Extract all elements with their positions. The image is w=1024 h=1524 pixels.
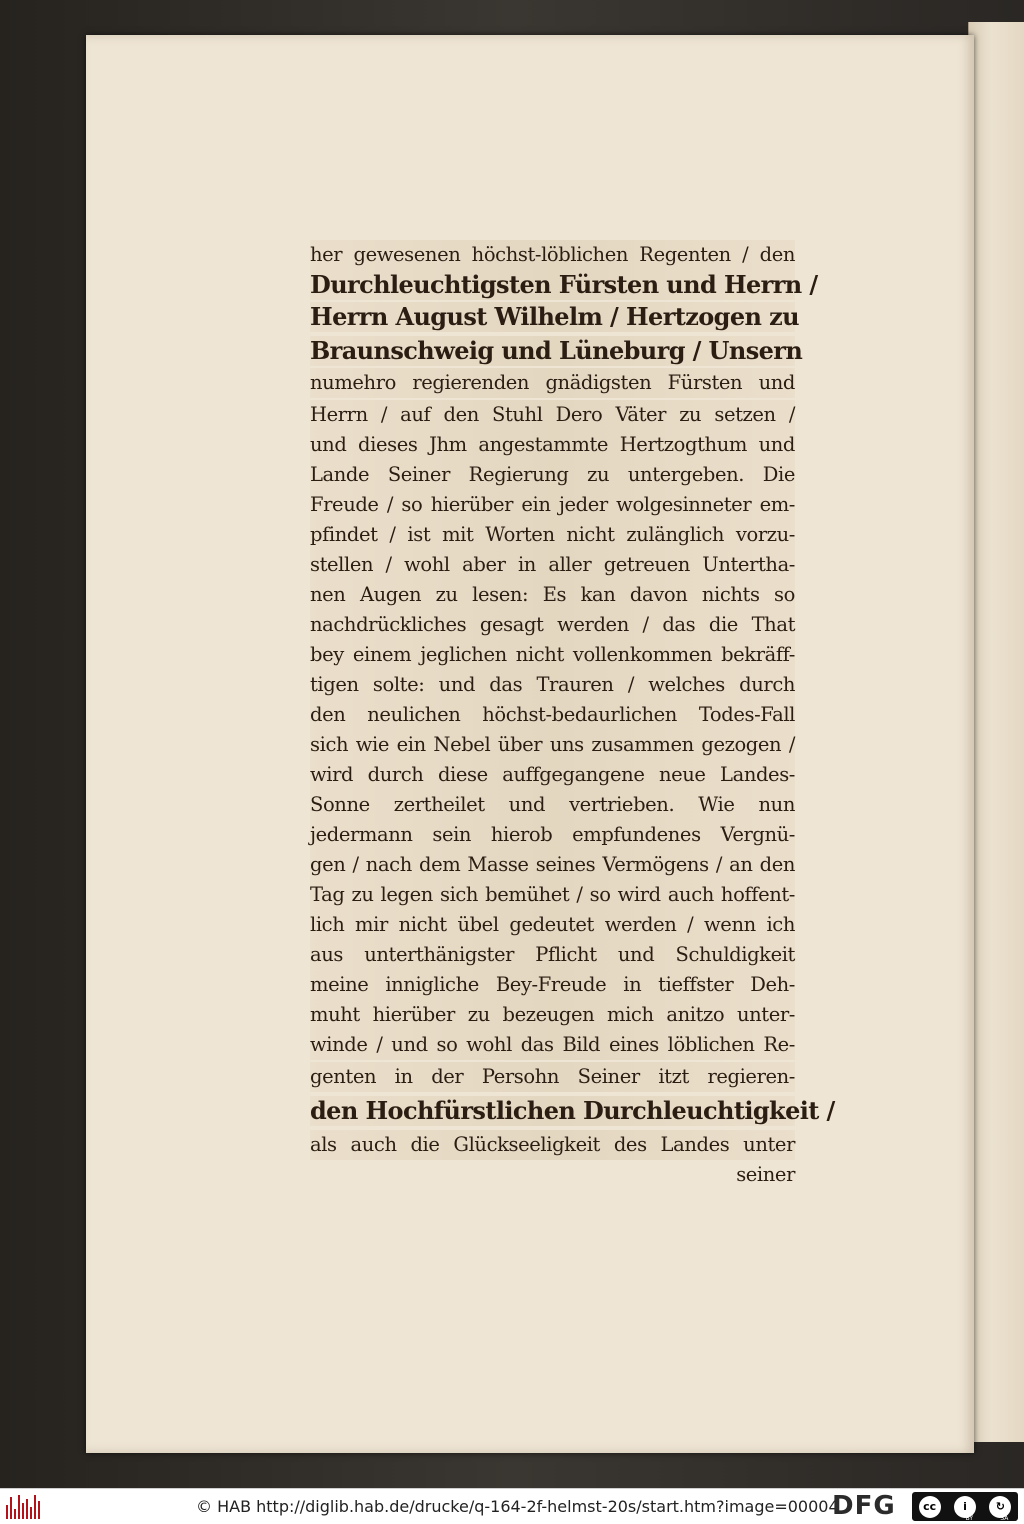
- text-line: Freude / so hierüber ein jeder wolgesinneter em-: [310, 490, 795, 520]
- by-attribution-icon: i: [954, 1496, 976, 1518]
- text-line: nen Augen zu lesen: Es kan davon nichts so: [310, 580, 795, 610]
- hab-logo-icon: [6, 1495, 42, 1519]
- catchword: seiner: [736, 1163, 795, 1186]
- text-line: Lande Seiner Regierung zu untergeben. Die: [310, 460, 795, 490]
- text-line: Herrn August Wilhelm / Hertzogen zu: [310, 302, 800, 331]
- text-line: wird durch diese auffgegangene neue Landes-: [310, 760, 795, 790]
- adjacent-page-edge: [968, 22, 1024, 1442]
- cc-license-badge[interactable]: [912, 1492, 1018, 1521]
- text-line: nachdrückliches gesagt werden / das die That: [310, 610, 795, 640]
- text-line: Sonne zertheilet und vertrieben. Wie nun: [310, 790, 795, 820]
- by-label: BY: [965, 1515, 974, 1522]
- text-line: Tag zu legen sich bemühet / so wird auch hoffent-: [310, 880, 795, 910]
- credit-link[interactable]: © HAB http://diglib.hab.de/drucke/q-164-2f-helmst-20s/start.htm?image=00004: [196, 1497, 839, 1516]
- text-line: stellen / wohl aber in aller getreuen Untertha-: [310, 550, 795, 580]
- text-line: Herrn / auf den Stuhl Dero Väter zu setzen /: [310, 400, 795, 430]
- footer-bar: [0, 1488, 1024, 1524]
- text-line: lich mir nicht übel gedeutet werden / wenn ich: [310, 910, 795, 940]
- text-line: tigen solte: und das Trauren / welches durch: [310, 670, 795, 700]
- text-line: pfindet / ist mit Worten nicht zulänglich vorzu-: [310, 520, 795, 550]
- dfg-logo: DFG: [832, 1491, 896, 1521]
- text-line: gen / nach dem Masse seines Vermögens / an den: [310, 850, 795, 880]
- text-line: meine innigliche Bey-Freude in tieffster Deh-: [310, 970, 795, 1000]
- page-text: [310, 240, 835, 1215]
- text-line: den Hochfürstlichen Durchleuchtigkeit /: [310, 1096, 835, 1125]
- text-line: sich wie ein Nebel über uns zusammen gezogen /: [310, 730, 795, 760]
- text-line: her gewesenen höchst-löblichen Regenten / den: [310, 240, 795, 270]
- text-line: muht hierüber zu bezeugen mich anitzo unter-: [310, 1000, 795, 1030]
- text-line: Braunschweig und Lüneburg / Unsern: [310, 336, 803, 365]
- sa-label: SA: [1000, 1515, 1009, 1522]
- text-line: winde / und so wohl das Bild eines löblichen Re-: [310, 1030, 795, 1060]
- text-line: aus unterthänigster Pflicht und Schuldigkeit: [310, 940, 795, 970]
- text-line: genten in der Persohn Seiner itzt regieren-: [310, 1062, 795, 1092]
- text-line: als auch die Glückseeligkeit des Landes unter: [310, 1130, 795, 1160]
- share-alike-icon: ↻: [989, 1496, 1011, 1518]
- text-line: numehro regierenden gnädigsten Fürsten und: [310, 368, 795, 398]
- text-line: den neulichen höchst-bedaurlichen Todes-Fall: [310, 700, 795, 730]
- cc-icon: cc: [919, 1496, 941, 1518]
- text-line: jedermann sein hierob empfundenes Vergnü-: [310, 820, 795, 850]
- text-line: Durchleuchtigsten Fürsten und Herrn /: [310, 270, 818, 299]
- text-line: und dieses Jhm angestammte Hertzogthum und: [310, 430, 795, 460]
- text-line: bey einem jeglichen nicht vollenkommen bekräff-: [310, 640, 795, 670]
